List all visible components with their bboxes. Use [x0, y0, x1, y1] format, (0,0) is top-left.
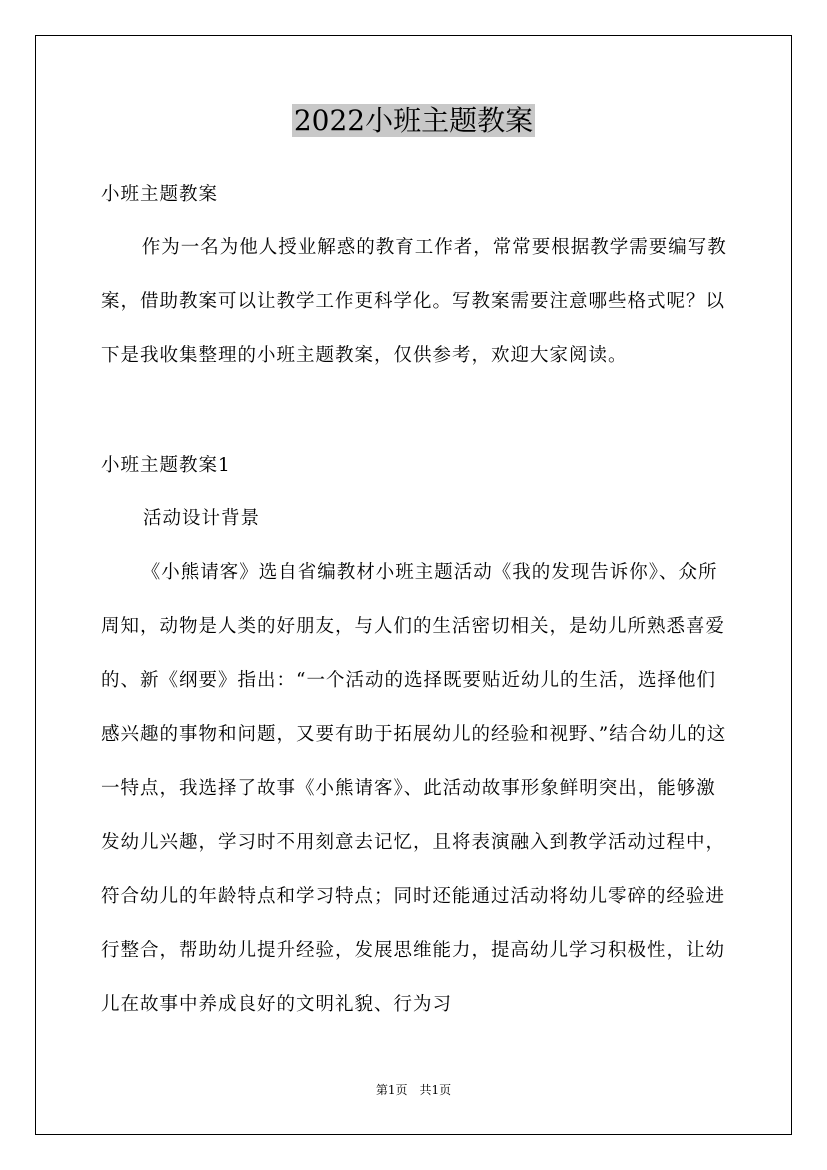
page-footer: 第1页 共1页 [375, 1083, 452, 1097]
intro-heading: 小班主题教案 [101, 184, 219, 205]
section-heading: 小班主题教案1 [101, 455, 231, 476]
document-title [0, 101, 827, 141]
section-subheading: 活动设计背景 [143, 508, 261, 529]
document-title-text: 2022小班主题教案 [293, 104, 534, 137]
intro-paragraph: 作为一名为他人授业解惑的教育工作者，常常要根据教学需要编写教案，借助教案可以让教学工作更科学化。写教案需要注意哪些格式呢？以下是我收集整理的小班主题教案，仅供参考，欢迎大家阅读。 [101, 237, 727, 366]
section-paragraph: 《小熊请客》选自省编教材小班主题活动《我的发现告诉你》、众所周知，动物是人类的好朋友，与人们的生活密切相关，是幼儿所熟悉喜爱的、新《纲要》指出：“一个活动的选择既要贴近幼儿的生活，选择他们感兴趣的事物和问题，又要有助于拓展幼儿的经验和视野、”结合幼儿的这一特点，我选择了故事《小熊请客》、此活动故事形象鲜明突出，能够激发幼儿兴趣，学习时不用刻意去记忆，且将表演融入到教学活动过程中，符合幼儿的年龄特点和学习特点；同时还能通过活动将幼儿零碎的经验进行整合，帮助幼儿提升经验，发展思维能力，提高幼儿学习积极性，让幼儿在故事中养成良好的文明礼貌、行为习 [101, 562, 727, 1015]
